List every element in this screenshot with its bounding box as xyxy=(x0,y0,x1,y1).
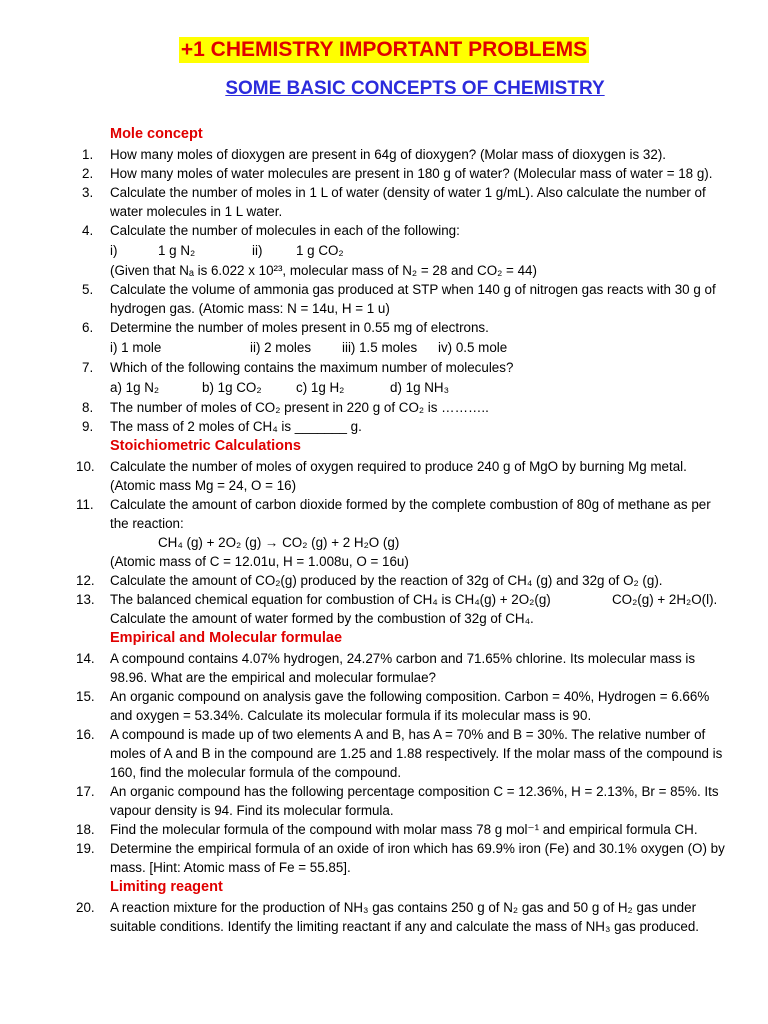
option-value: 1 g CO₂ xyxy=(296,243,344,258)
question-number: 18. xyxy=(76,822,95,837)
question-8 xyxy=(0,398,768,417)
question-text: The number of moles of CO₂ present in 220 g of CO₂ is ……….. xyxy=(110,400,489,415)
question-10 xyxy=(0,457,768,495)
question-11-atomic-mass: (Atomic mass of C = 12.01u, H = 1.008u, O = 16u) xyxy=(110,554,409,569)
section-heading-limiting-reagent: Limiting reagent xyxy=(110,879,223,895)
question-17 xyxy=(0,782,768,820)
question-number: 10. xyxy=(76,459,95,474)
question-16 xyxy=(0,725,768,782)
question-3 xyxy=(0,183,768,221)
question-text: The balanced chemical equation for combustion of CH₄ is CH₄(g) + 2O₂(g) xyxy=(110,592,551,607)
question-7 xyxy=(0,358,768,377)
question-text: How many moles of dioxygen are present in 64g of dioxygen? (Molar mass of dioxygen is 32). xyxy=(110,147,666,162)
question-text: Calculate the volume of ammonia gas produced at STP when 140 g of nitrogen gas reacts with 30 g of hydrogen gas. (Atomic mass: N = 14u, H = 1 u) xyxy=(110,282,716,316)
section-heading-stoichiometric: Stoichiometric Calculations xyxy=(110,438,301,454)
question-9 xyxy=(0,417,768,436)
question-text: An organic compound on analysis gave the following composition. Carbon = 40%, Hydrogen = 6.66% and oxygen = 53.34%. Calculate its molecular formula if its molecular mass is 90. xyxy=(110,689,710,723)
section-heading-mole-concept: Mole concept xyxy=(110,126,203,142)
question-number: 12. xyxy=(76,573,95,588)
question-7-options xyxy=(0,377,768,398)
title-wrap xyxy=(0,37,768,63)
question-number: 14. xyxy=(76,651,95,666)
question-number: 3. xyxy=(82,185,94,200)
question-11 xyxy=(0,495,768,533)
question-text: Calculate the number of moles in 1 L of water (density of water 1 g/mL). Also calculate the number of water molecules in 1 L water. xyxy=(110,185,706,219)
question-text: Calculate the amount of carbon dioxide formed by the complete combustion of 80g of methane as per the reaction: xyxy=(110,497,711,531)
question-number: 4. xyxy=(82,223,94,238)
question-text: Determine the empirical formula of an oxide of iron which has 69.9% iron (Fe) and 30.1% oxygen (O) by mass. [Hint: Atomic mass of Fe = 55.85]. xyxy=(110,841,725,875)
question-text: Calculate the number of molecules in each of the following: xyxy=(110,223,460,238)
question-number: 2. xyxy=(82,166,94,181)
section-heading-empirical: Empirical and Molecular formulae xyxy=(110,630,343,646)
question-number: 1. xyxy=(82,147,94,162)
question-number: 5. xyxy=(82,282,94,297)
option-value: i) 1 mole xyxy=(110,340,162,355)
question-number: 9. xyxy=(82,419,94,434)
question-text: A compound contains 4.07% hydrogen, 24.27% carbon and 71.65% chlorine. Its molecular mass is 98.96. What are the empirical and molecular formulae? xyxy=(110,651,696,685)
question-11-equation: CH₄ (g) + 2O₂ (g) → CO₂ (g) + 2 H₂O (g) xyxy=(158,535,400,550)
option-label: ii) xyxy=(252,243,263,258)
option-value: a) 1g N₂ xyxy=(110,380,160,395)
question-number: 20. xyxy=(76,900,95,915)
page-subtitle: SOME BASIC CONCEPTS OF CHEMISTRY xyxy=(225,78,605,99)
question-4-given: (Given that Nₐ is 6.022 x 10²³, molecular mass of N₂ = 28 and CO₂ = 44) xyxy=(110,263,537,278)
question-15 xyxy=(0,687,768,725)
question-13-continuation: Calculate the amount of water formed by the combustion of 32g of CH₄. xyxy=(110,611,534,626)
option-value: b) 1g CO₂ xyxy=(202,380,262,395)
question-number: 17. xyxy=(76,784,95,799)
question-text-products: CO₂(g) + 2H₂O(l). xyxy=(612,592,718,607)
question-number: 15. xyxy=(76,689,95,704)
question-13 xyxy=(0,590,768,609)
question-text: An organic compound has the following percentage composition C = 12.36%, H = 2.13%, Br = 85%. Its vapour density is 94. Find its molecular formula. xyxy=(110,784,719,818)
question-18 xyxy=(0,820,768,839)
question-text: Find the molecular formula of the compound with molar mass 78 g mol⁻¹ and empirical formula CH. xyxy=(110,822,698,837)
option-value: 1 g N₂ xyxy=(158,243,196,258)
question-text: Determine the number of moles present in 0.55 mg of electrons. xyxy=(110,320,489,335)
option-value: ii) 2 moles xyxy=(250,340,312,355)
question-text: How many moles of water molecules are present in 180 g of water? (Molecular mass of water = 18 g). xyxy=(110,166,713,181)
question-5 xyxy=(0,280,768,318)
question-number: 6. xyxy=(82,320,94,335)
option-label: i) xyxy=(110,243,118,258)
option-value: c) 1g H₂ xyxy=(296,380,345,395)
option-value: d) 1g NH₃ xyxy=(390,380,450,395)
question-2 xyxy=(0,164,768,183)
question-number: 8. xyxy=(82,400,94,415)
question-text: Calculate the number of moles of oxygen required to produce 240 g of MgO by burning Mg metal. (Atomic mass Mg = 24, O = 16) xyxy=(110,459,687,493)
question-text: A compound is made up of two elements A and B, has A = 70% and B = 30%. The relative number of moles of A and B in the compound are 1.25 and 1.88 respectively. If the molar mass of the compound is 160, find the molecular formula of the compound. xyxy=(110,727,723,780)
option-value: iii) 1.5 moles xyxy=(342,340,418,355)
question-14 xyxy=(0,649,768,687)
question-1 xyxy=(0,145,768,164)
question-6-options xyxy=(0,337,768,358)
question-6 xyxy=(0,318,768,337)
question-number: 13. xyxy=(76,592,95,607)
question-number: 19. xyxy=(76,841,95,856)
question-text: The mass of 2 moles of CH₄ is _______ g. xyxy=(110,419,362,434)
question-text: Calculate the amount of CO₂(g) produced by the reaction of 32g of CH₄ (g) and 32g of O₂ (g). xyxy=(110,573,663,588)
question-4-options xyxy=(0,240,768,261)
question-4 xyxy=(0,221,768,240)
question-20 xyxy=(0,898,768,936)
question-text: A reaction mixture for the production of NH₃ gas contains 250 g of N₂ gas and 50 g of H₂ gas under suitable conditions. Identify the limiting reactant if any and calculate the mass of NH₃ gas produced. xyxy=(110,900,700,934)
question-document xyxy=(0,124,768,936)
question-12 xyxy=(0,571,768,590)
option-value: iv) 0.5 mole xyxy=(438,340,508,355)
question-number: 7. xyxy=(82,360,94,375)
question-number: 11. xyxy=(76,497,94,512)
question-19 xyxy=(0,839,768,877)
page-title: +1 CHEMISTRY IMPORTANT PROBLEMS xyxy=(180,38,588,61)
question-number: 16. xyxy=(76,727,95,742)
question-text: Which of the following contains the maximum number of molecules? xyxy=(110,360,514,375)
